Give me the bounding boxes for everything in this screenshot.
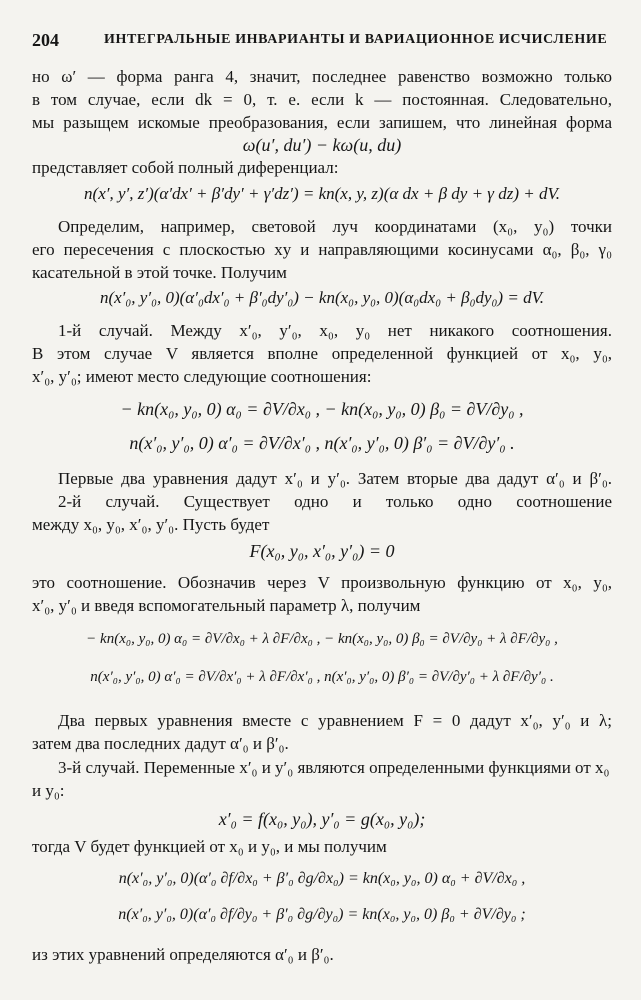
formula: n(x′, y′, z′)(α′dx′ + β′dy′ + γ′dz′) = kn(x, y, z)(α dx + β dy + γ dz) + dV. bbox=[84, 184, 560, 203]
formula: n(x′₀, y′₀, 0)(α′₀ ∂f/∂y₀ + β′₀ ∂g/∂y₀) = kn(x₀, y₀, 0) β₀ + ∂V/∂y₀ ; bbox=[118, 906, 526, 923]
text-line: мы разыщем искомые преобразования, если запишем, что линейная форма bbox=[32, 113, 612, 132]
case-heading: 2-й случай. Существует одно и только одно соотношение bbox=[58, 492, 612, 511]
text-line: но ω′ — форма ранга 4, значит, последнее равенство возможно только bbox=[32, 67, 612, 86]
case-heading: 1-й случай. Между x′₀, y′₀, x₀, y₀ нет никакого соотношения. bbox=[58, 321, 612, 340]
text-line: x′₀, y′₀; имеют место следующие соотношения: bbox=[32, 367, 372, 386]
text-line: представляет собой полный диференциал: bbox=[32, 158, 339, 177]
running-title: ИНТЕГРАЛЬНЫЕ ИНВАРИАНТЫ И ВАРИАЦИОННОЕ ИСЧИСЛЕНИЕ bbox=[104, 32, 608, 47]
formula: n(x′₀, y′₀, 0)(α′₀ ∂f/∂x₀ + β′₀ ∂g/∂x₀) = kn(x₀, y₀, 0) α₀ + ∂V/∂x₀ , bbox=[118, 870, 526, 887]
formula: ω(u′, du′) − kω(u, du) bbox=[242, 135, 402, 155]
text-line: x′₀, y′₀ и введя вспомогательный параметр λ, получим bbox=[32, 596, 421, 615]
text-line: касательной в этой точке. Получим bbox=[32, 263, 287, 282]
text-line: Первые два уравнения дадут x′₀ и y′₀. Затем вторые два дадут α′₀ и β′₀. bbox=[58, 469, 612, 488]
case-heading: 3-й случай. Переменные x′₀ и y′₀ являются определенными функциями от x₀ и y₀: bbox=[32, 758, 610, 800]
formula: F(x₀, y₀, x′₀, y′₀) = 0 bbox=[249, 541, 395, 561]
formula: x′₀ = f(x₀, y₀), y′₀ = g(x₀, y₀); bbox=[218, 809, 426, 829]
text-line: между x₀, y₀, x′₀, y′₀. Пусть будет bbox=[32, 515, 270, 534]
text-line: затем два последних дадут α′₀ и β′₀. bbox=[32, 734, 289, 753]
formula: n(x′₀, y′₀, 0)(α′₀dx′₀ + β′₀dy′₀) − kn(x₀, y₀, 0)(α₀dx₀ + β₀dy₀) = dV. bbox=[99, 288, 545, 307]
text-line: Два первых уравнения вместе с уравнением F = 0 дадут x′₀, y′₀ и λ; bbox=[58, 711, 612, 730]
text-line: В этом случае V является вполне определенной функцией от x₀, y₀, bbox=[32, 344, 612, 363]
text-line: тогда V будет функцией от x₀ и y₀, и мы получим bbox=[32, 837, 387, 856]
text-line: Определим, например, световой луч координатами (x₀, y₀) точки bbox=[58, 217, 612, 236]
text-line: в том случае, если dk = 0, т. е. если k — постоянная. Следовательно, bbox=[32, 90, 612, 109]
text-line: это соотношение. Обозначив через V произвольную функцию от x₀, y₀, bbox=[32, 573, 612, 592]
text-line: его пересечения с плоскостью xy и направляющими косинусами α₀, β₀, γ₀ bbox=[32, 240, 612, 259]
formula: n(x′₀, y′₀, 0) α′₀ = ∂V/∂x′₀ , n(x′₀, y′₀, 0) β′₀ = ∂V/∂y′₀ . bbox=[129, 433, 515, 453]
formula: − kn(x₀, y₀, 0) α₀ = ∂V/∂x₀ , − kn(x₀, y₀, 0) β₀ = ∂V/∂y₀ , bbox=[120, 399, 524, 419]
text-line: из этих уравнений определяются α′₀ и β′₀. bbox=[32, 945, 334, 964]
formula: − kn(x₀, y₀, 0) α₀ = ∂V/∂x₀ + λ ∂F/∂x₀ , − kn(x₀, y₀, 0) β₀ = ∂V/∂y₀ + λ ∂F/∂y₀ , bbox=[86, 631, 558, 647]
formula: n(x′₀, y′₀, 0) α′₀ = ∂V/∂x′₀ + λ ∂F/∂x′₀ , n(x′₀, y′₀, 0) β′₀ = ∂V/∂y′₀ + λ ∂F/∂y′₀ . bbox=[90, 669, 554, 685]
page-number: 204 bbox=[32, 30, 59, 50]
